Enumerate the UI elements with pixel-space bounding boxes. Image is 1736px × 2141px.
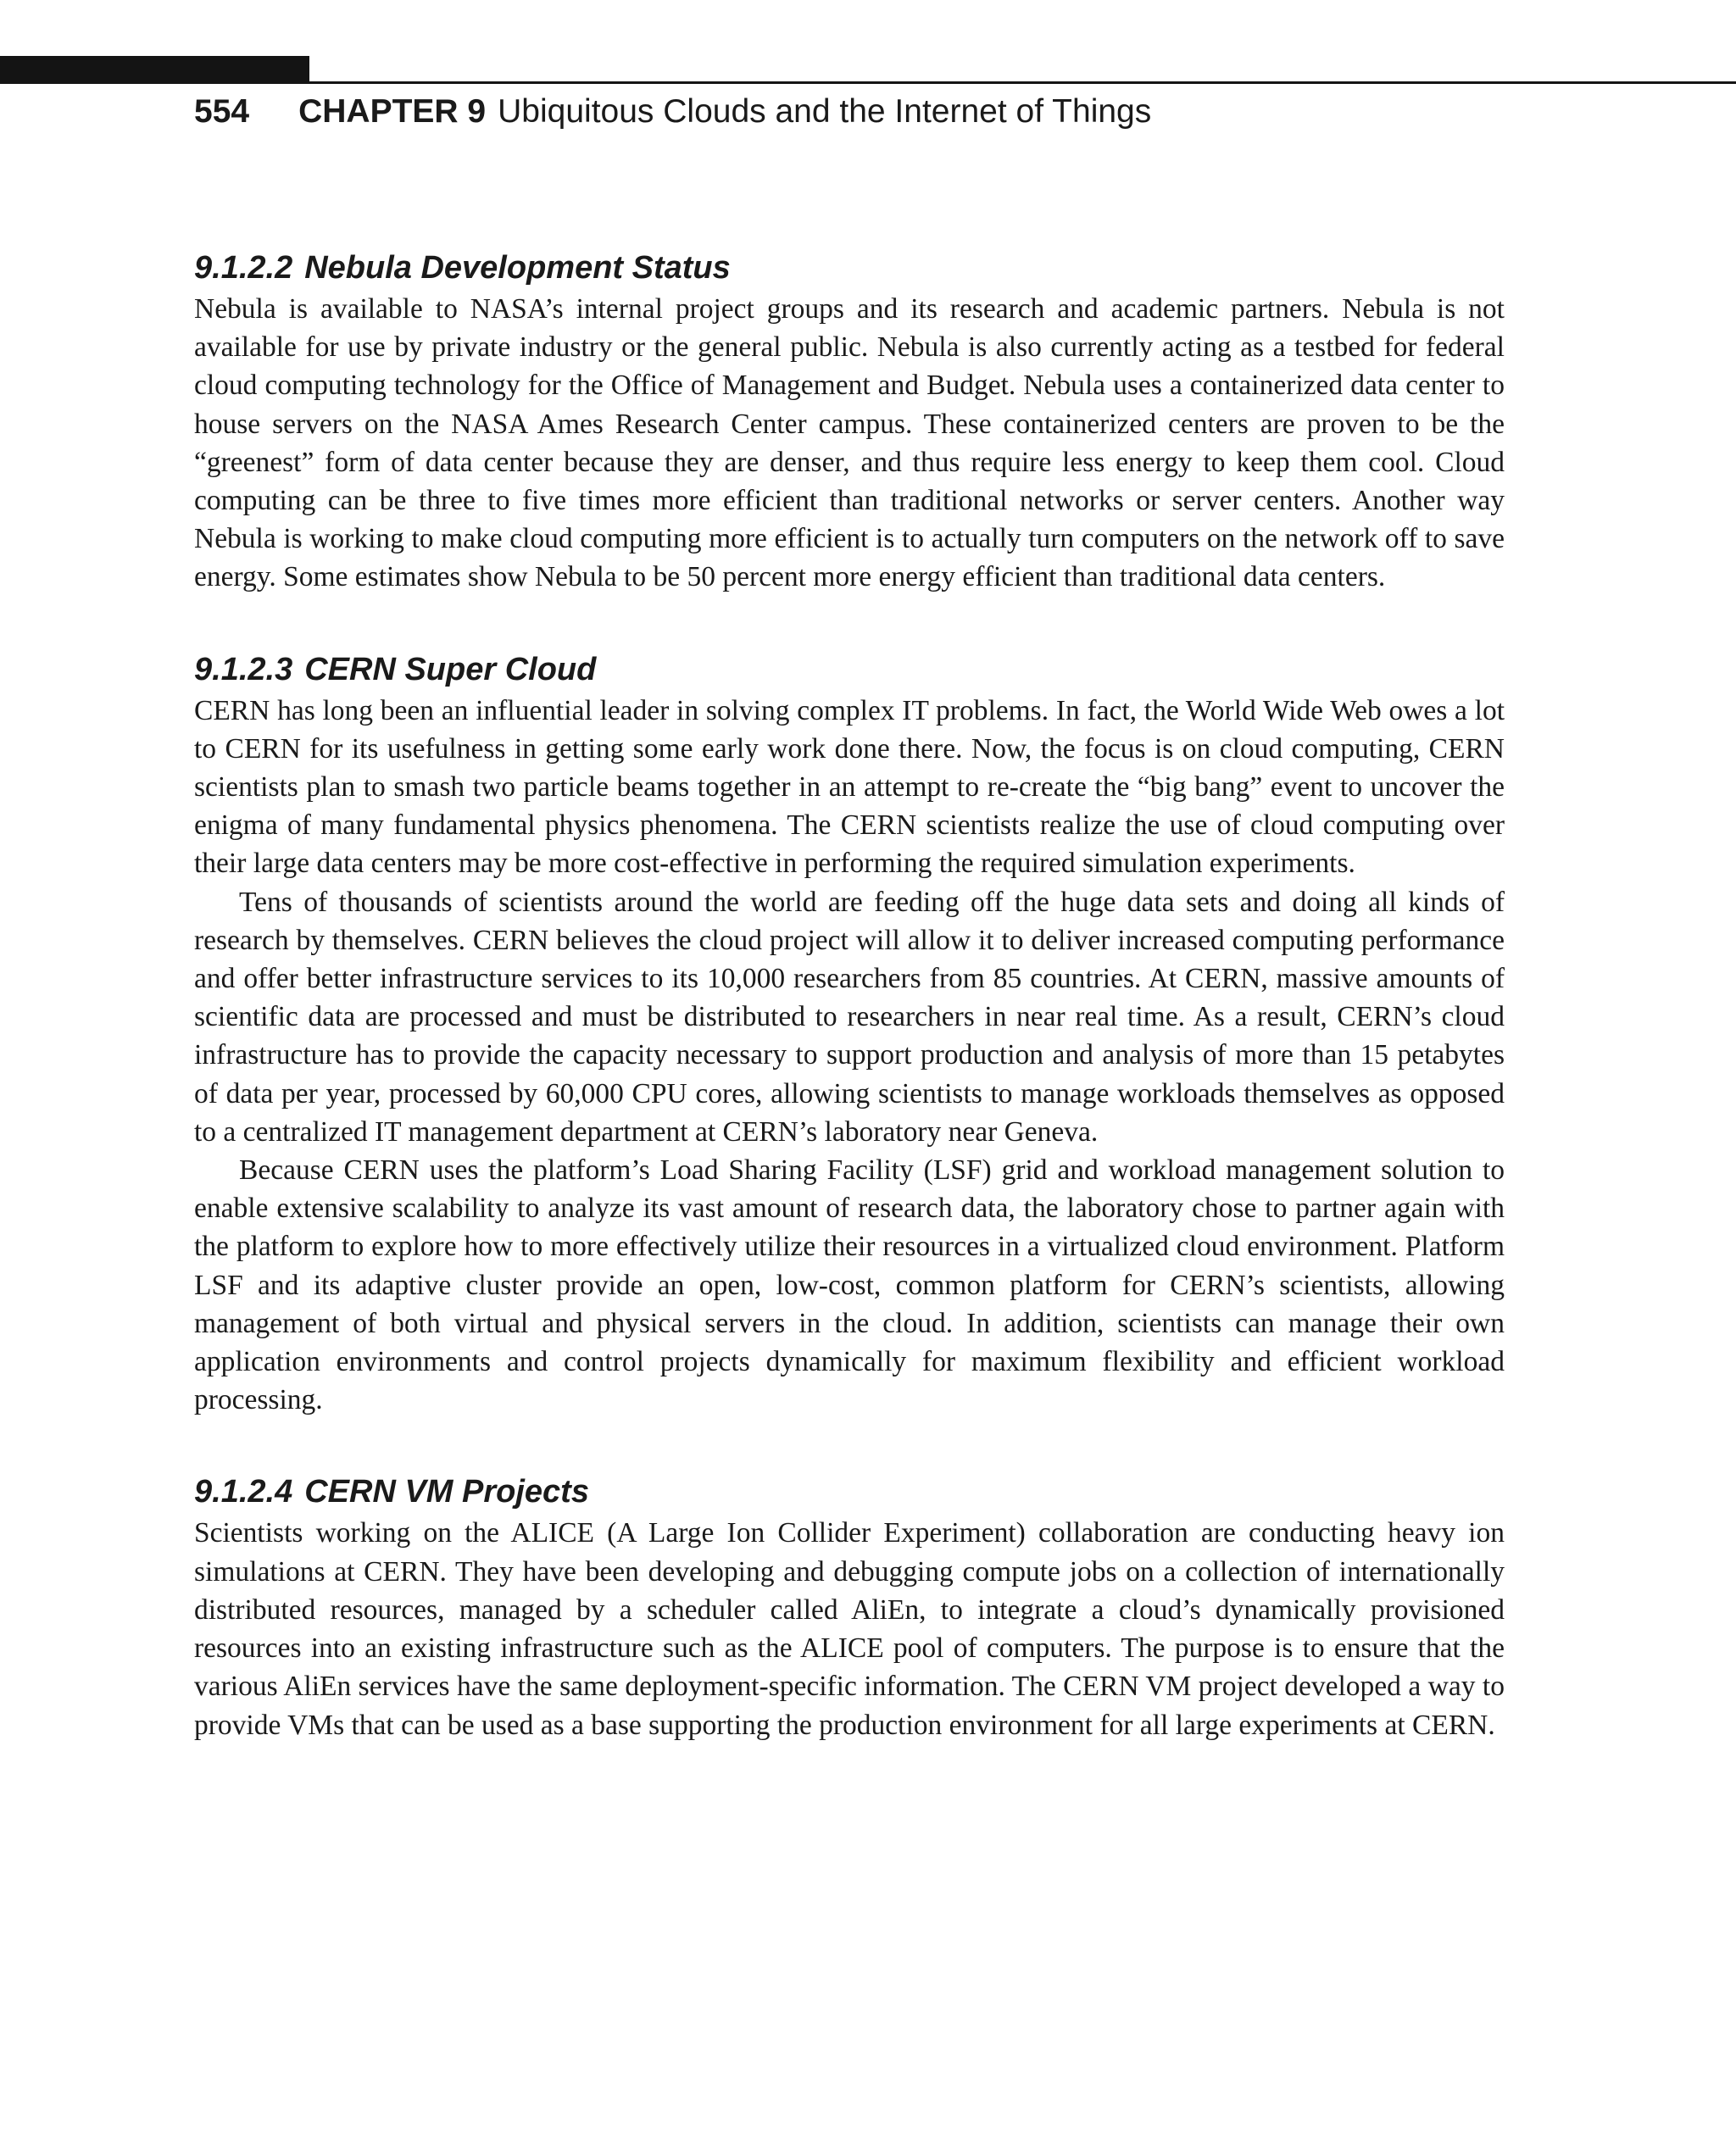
body-paragraph: Because CERN uses the platform’s Load Sharing Facility (LSF) grid and workload management solution to enable extensive scalability to analyze its vast amount of research data, the laboratory chose to partner again with the platform to explore how to more effectively utilize their resources in a virtualized cloud environment. Platform LSF and its adaptive cluster provide an open, low-cost, common platform for CERN’s scientists, allowing management of both virtual and physical servers in the cloud. In addition, scientists can manage their own application environments and control projects dynamically for maximum flexibility and efficient workload processing. bbox=[194, 1154, 1505, 1416]
section-heading bbox=[194, 246, 1505, 290]
body-paragraph: Tens of thousands of scientists around the world are feeding off the huge data sets and doing all kinds of research by themselves. CERN believes the cloud project will allow it to deliver increased computing performance and offer better infrastructure services to its 10,000 researchers from 85 countries. At CERN, massive amounts of scientific data are processed and must be distributed to researchers in near real time. As a result, CERN’s cloud infrastructure has to provide the capacity necessary to support production and analysis of more than 15 petabytes of data per year, processed by 60,000 CPU cores, allowing scientists to manage workloads themselves as opposed to a centralized IT management department at CERN’s laboratory near Geneva. bbox=[194, 886, 1505, 1148]
body-paragraph: Scientists working on the ALICE (A Large Ion Collider Experiment) collaboration are conducting heavy ion simulations at CERN. They have been developing and debugging compute jobs on a collection of internationally distributed resources, managed by a scheduler called AliEn, to integrate a cloud’s dynamically provisioned resources into an existing infrastructure such as the ALICE pool of computers. The purpose is to ensure that the various AliEn services have the same deployment-specific information. The CERN VM project developed a way to provide VMs that can be used as a base supporting the production environment for all large experiments at CERN. bbox=[194, 1517, 1505, 1741]
section-number: 9.1.2.2 bbox=[194, 250, 293, 286]
chapter-label: CHAPTER 9 bbox=[298, 93, 487, 130]
section-number: 9.1.2.3 bbox=[194, 651, 293, 687]
section-cern-super-cloud bbox=[194, 648, 1505, 1420]
section-title: Nebula Development Status bbox=[304, 250, 731, 286]
running-head bbox=[194, 93, 1151, 141]
body-paragraph: Nebula is available to NASA’s internal project groups and its research and academic partners. Nebula is not available for use by private industry or the general public. Nebula is also currently acting as a testbed for federal cloud computing technology for the Office of Management and Budget. Nebula uses a containerized data center to house servers on the NASA Ames Research Center campus. These containerized centers are proven to be the “greenest” form of data center because they are denser, and thus require less energy to keep them cool. Cloud computing can be three to five times more efficient than traditional networks or server centers. Another way Nebula is working to make cloud computing more efficient is to actually turn computers on the network off to save energy. Some estimates show Nebula to be 50 percent more energy efficient than traditional data centers. bbox=[194, 293, 1505, 593]
chapter-title: Ubiquitous Clouds and the Internet of Things bbox=[498, 93, 1152, 130]
page-body bbox=[194, 246, 1505, 1795]
section-cern-vm-projects bbox=[194, 1470, 1505, 1743]
header-bar-block bbox=[0, 56, 309, 84]
section-heading bbox=[194, 1470, 1505, 1514]
header-rule bbox=[309, 81, 1736, 84]
section-number: 9.1.2.4 bbox=[194, 1474, 293, 1510]
section-title: CERN VM Projects bbox=[304, 1474, 589, 1510]
section-nebula-development-status bbox=[194, 246, 1505, 597]
section-heading bbox=[194, 648, 1505, 692]
page-number: 554 bbox=[194, 93, 250, 130]
body-paragraph: CERN has long been an influential leader in solving complex IT problems. In fact, the World Wide Web owes a lot to CERN for its usefulness in getting some early work done there. Now, the focus is on cloud computing, CERN scientists plan to smash two particle beams together in an attempt to re-create the “big bang” event to uncover the enigma of many fundamental physics phenomena. The CERN scientists realize the use of cloud computing over their large data centers may be more cost-effective in performing the required simulation experiments. bbox=[194, 694, 1505, 880]
section-title: CERN Super Cloud bbox=[304, 651, 597, 687]
